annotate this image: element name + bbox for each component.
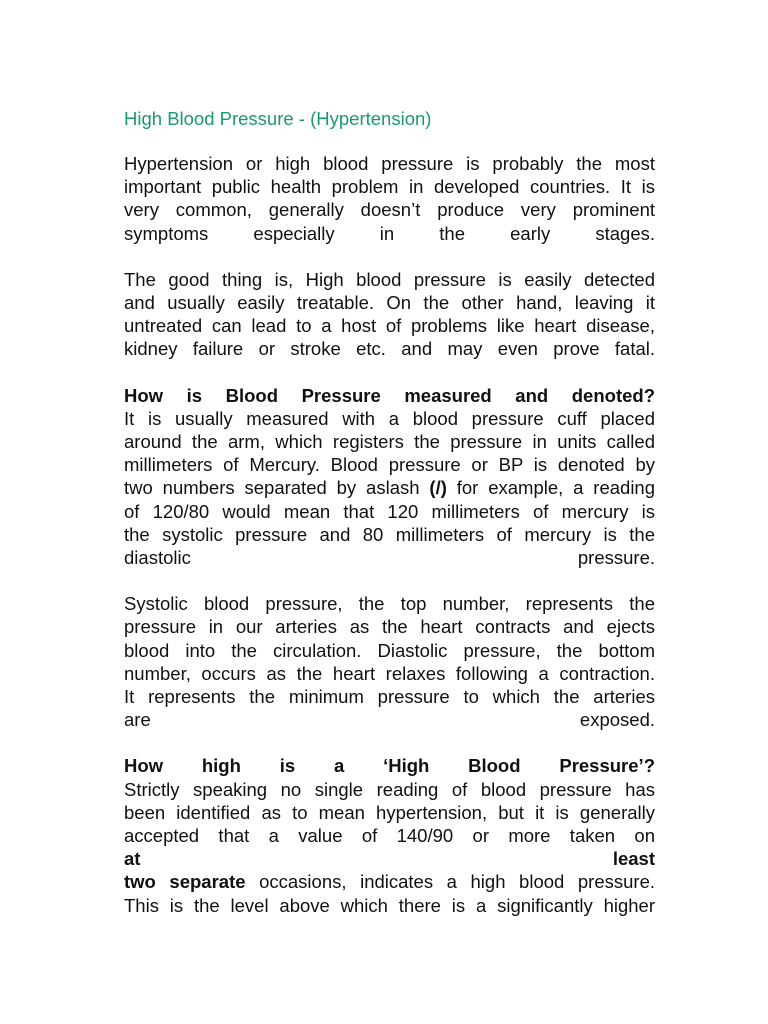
paragraph-measurement xyxy=(124,384,655,570)
section-heading: How is Blood Pressure measured and denoted? xyxy=(124,384,655,406)
text-segment: two numbers separated by aslash xyxy=(124,477,420,499)
text-line: of 120/80 would mean that 120 millimeters of mercury is xyxy=(124,500,655,522)
text-line: blood into the circulation. Diastolic pressure, the bottom xyxy=(124,639,655,661)
text-line: been identified as to mean hypertension, but it is generally xyxy=(124,801,655,823)
text-line: It represents the minimum pressure to which the arteries xyxy=(124,686,655,708)
text-line: diastolic pressure. xyxy=(124,547,655,569)
text-line: important public health problem in developed countries. It is xyxy=(124,176,655,198)
text-line: are exposed. xyxy=(124,709,655,731)
text-line: It is usually measured with a blood pressure cuff placed xyxy=(124,407,655,429)
text-line: number, occurs as the heart relaxes following a contraction. xyxy=(124,662,655,684)
text-line: Hypertension or high blood pressure is probably the most xyxy=(124,153,655,174)
text-line: the systolic pressure and 80 millimeters of mercury is the xyxy=(124,523,655,545)
text-line: around the arm, which registers the pressure in units called xyxy=(124,431,655,453)
paragraph-intro xyxy=(124,152,655,245)
text-line: kidney failure or stroke etc. and may even prove fatal. xyxy=(124,338,655,360)
text-line-mixed xyxy=(124,476,655,499)
text-line: Strictly speaking no single reading of blood pressure has xyxy=(124,778,655,800)
text-line: This is the level above which there is a significantly higher xyxy=(124,894,655,916)
text-line-mixed xyxy=(124,870,655,893)
bold-text: at least xyxy=(124,848,655,870)
text-line: Systolic blood pressure, the top number, represents the xyxy=(124,593,655,615)
text-line: pressure in our arteries as the heart contracts and ejects xyxy=(124,616,655,638)
section-heading: How high is a ‘High Blood Pressure’? xyxy=(124,755,655,777)
text-segment: for example, a reading xyxy=(456,477,656,499)
text-line: millimeters of Mercury. Blood pressure or BP is denoted by xyxy=(124,454,655,476)
document-title: High Blood Pressure - (Hypertension) xyxy=(124,108,432,129)
text-line: very common, generally doesn’t produce very prominent xyxy=(124,199,655,221)
paragraph-how-high xyxy=(124,754,655,916)
text-line: The good thing is, High blood pressure is easily detected xyxy=(124,268,655,290)
text-line: and usually easily treatable. On the other hand, leaving it xyxy=(124,292,655,314)
document-page xyxy=(124,106,655,940)
text-segment: occasions, indicates a high blood pressure. xyxy=(259,871,655,893)
text-line-mixed xyxy=(124,847,655,870)
bold-text: (/) xyxy=(429,477,447,499)
paragraph-good-thing xyxy=(124,268,655,361)
text-line: untreated can lead to a host of problems like heart disease, xyxy=(124,315,655,337)
bold-text: two separate xyxy=(124,871,246,893)
text-line: accepted that a value of 140/90 or more taken on xyxy=(124,825,655,847)
paragraph-systolic xyxy=(124,592,655,731)
text-line: symptoms especially in the early stages. xyxy=(124,222,655,244)
